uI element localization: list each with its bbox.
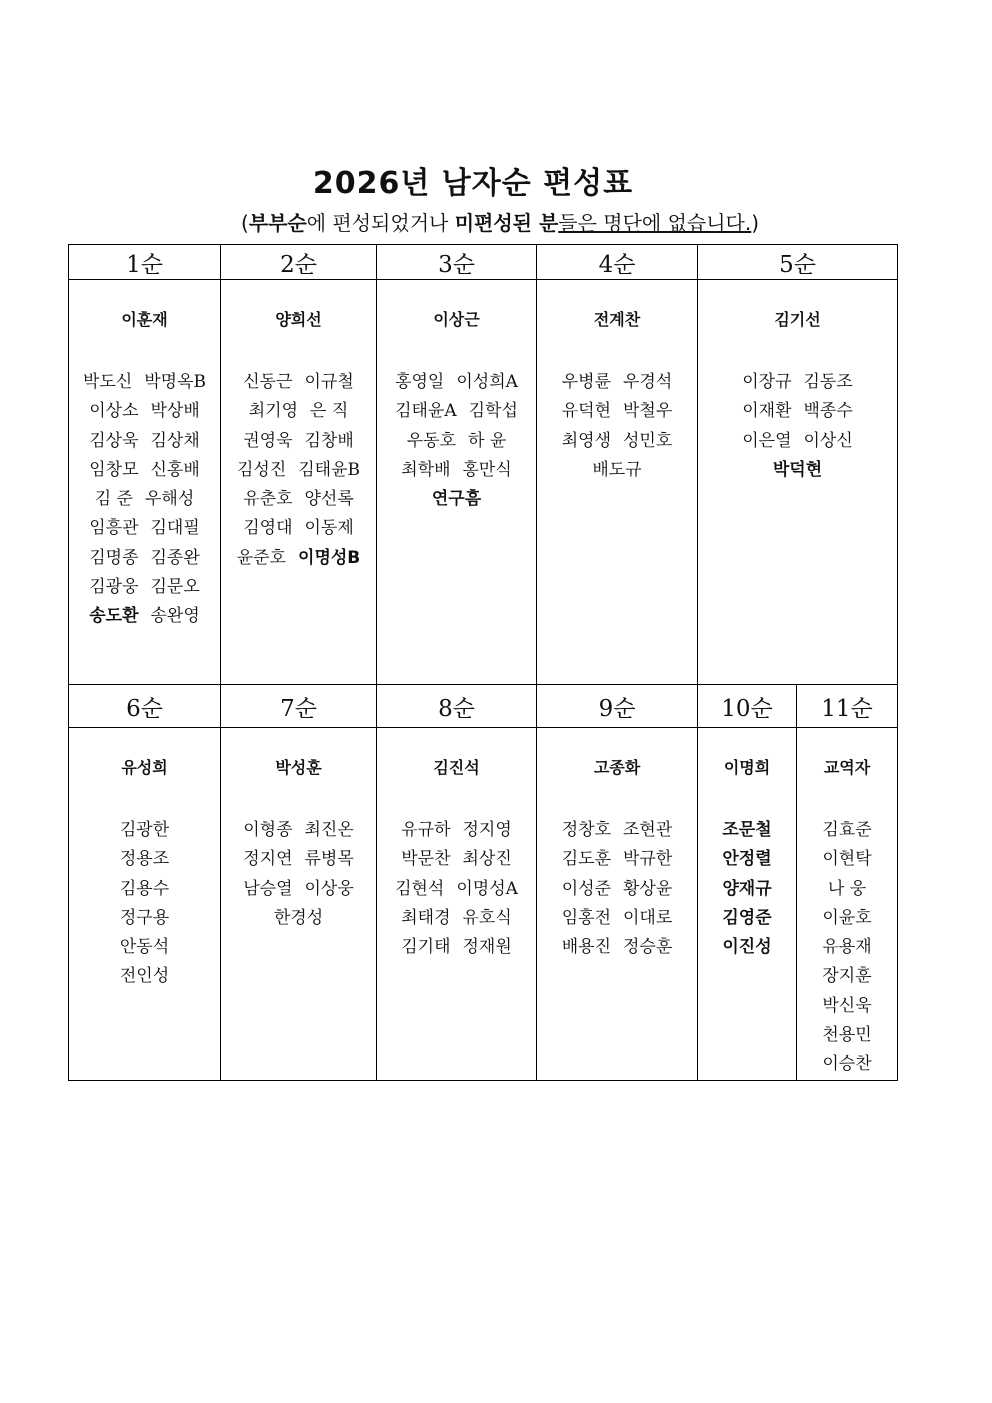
member-row	[698, 845, 796, 874]
subtitle-couple-group: 부부순	[248, 211, 307, 235]
member-name: 배도규	[592, 459, 642, 480]
member-row	[698, 875, 796, 904]
member-name: 김영대	[243, 518, 293, 539]
member-name: 안동석	[119, 937, 170, 958]
member-name: 최학배	[401, 459, 451, 480]
member-row	[797, 933, 897, 962]
group-cell-11	[797, 728, 898, 1081]
member-name: 김명종	[89, 547, 139, 568]
group-leader: 박성훈	[275, 758, 322, 777]
member-list	[221, 816, 376, 933]
member-name: 정승훈	[623, 937, 673, 958]
member-row	[377, 845, 536, 874]
member-name: 성민호	[623, 430, 673, 451]
member-name: 이동제	[304, 518, 354, 539]
member-row	[797, 816, 897, 845]
member-name: 정지영	[462, 820, 512, 840]
member-row	[377, 397, 536, 426]
member-name: 양재규	[722, 878, 772, 899]
member-row	[221, 456, 376, 485]
member-name: 이성준	[561, 878, 611, 899]
member-row	[377, 904, 536, 933]
member-row	[69, 397, 220, 426]
member-name: 김태윤B	[298, 459, 361, 480]
member-row	[221, 875, 376, 904]
member-name: 이현탁	[822, 849, 872, 870]
member-list	[69, 368, 220, 632]
member-name: 정창호	[561, 820, 611, 840]
group-header-10: 10순	[698, 685, 797, 728]
subtitle-unassigned: 미편성된 분	[454, 211, 559, 235]
subtitle-open: (	[240, 211, 249, 235]
member-row	[69, 427, 220, 456]
group-leader: 교역자	[823, 758, 871, 777]
member-name: 조현관	[623, 820, 673, 840]
member-name: 황상윤	[623, 878, 673, 899]
group-leader: 김진석	[433, 758, 480, 777]
member-row	[698, 816, 796, 845]
member-row	[797, 992, 897, 1021]
member-name: 김성진	[236, 459, 287, 480]
member-row	[221, 816, 376, 845]
member-name: 김현석	[395, 878, 445, 899]
member-name: 정구용	[119, 907, 170, 928]
group-header-1: 1순	[69, 245, 221, 280]
member-row	[377, 485, 536, 514]
member-name: 우동호	[406, 430, 457, 451]
member-name: 임흥관	[89, 518, 139, 539]
member-name: 송완영	[150, 606, 200, 627]
group-header-11: 11순	[797, 685, 898, 728]
member-name: 배용진	[561, 937, 611, 958]
member-name: 홍영일	[395, 372, 445, 392]
member-row	[377, 816, 536, 845]
group-leader: 양희선	[275, 310, 322, 329]
member-name: 김학섭	[468, 401, 518, 422]
member-list	[69, 816, 220, 992]
member-row	[69, 904, 220, 933]
group-header-4: 4순	[537, 245, 698, 280]
member-row	[537, 397, 697, 426]
member-name: 박명옥B	[144, 372, 207, 392]
member-row	[698, 397, 897, 426]
member-name: 박상배	[150, 401, 200, 422]
member-name: 유춘호	[243, 489, 293, 510]
member-name: 한경성	[273, 907, 324, 928]
member-name: 이상웅	[304, 878, 354, 899]
member-name: 김종완	[150, 547, 200, 568]
group-header-2: 2순	[221, 245, 377, 280]
member-row	[69, 485, 220, 514]
member-name: 김태윤A	[395, 401, 457, 422]
group-leader: 김기선	[774, 310, 821, 329]
group-header-8: 8순	[377, 685, 537, 728]
member-row	[69, 816, 220, 845]
member-name: 이상신	[803, 430, 853, 451]
member-name: 박규한	[623, 849, 673, 870]
member-list	[377, 368, 536, 514]
member-name: 최기영	[248, 401, 299, 422]
member-name: 유용재	[822, 937, 872, 958]
member-name: 임창모	[89, 459, 139, 480]
member-name: 이성희A	[456, 372, 518, 392]
group-header-3: 3순	[377, 245, 537, 280]
member-name: 이명성B	[298, 547, 361, 568]
group-cell-9	[537, 728, 698, 1081]
member-name: 김상욱	[89, 430, 139, 451]
member-name: 최상진	[462, 849, 512, 870]
member-name: 조문철	[722, 820, 772, 840]
member-row	[69, 573, 220, 602]
member-list	[537, 816, 697, 962]
header-row-top	[69, 245, 898, 280]
member-name: 최태경	[401, 907, 451, 928]
member-name: 박문찬	[401, 849, 451, 870]
member-row	[221, 368, 376, 397]
member-row	[69, 602, 220, 631]
member-name: 이대로	[623, 907, 673, 928]
member-row	[537, 368, 697, 397]
member-row	[797, 875, 897, 904]
member-name: 김상채	[150, 430, 200, 451]
member-row	[221, 485, 376, 514]
member-name: 김광한	[119, 820, 170, 840]
member-row	[698, 933, 796, 962]
member-row	[69, 845, 220, 874]
member-name: 박신욱	[822, 995, 872, 1016]
member-name: 백종수	[803, 401, 853, 422]
member-row	[221, 397, 376, 426]
member-row	[537, 933, 697, 962]
group-cell-10	[698, 728, 797, 1081]
member-row	[797, 845, 897, 874]
member-name: 이규철	[304, 372, 354, 392]
member-name: 이형종	[243, 820, 293, 840]
member-row	[69, 456, 220, 485]
member-row	[221, 427, 376, 456]
member-name: 박덕현	[772, 459, 823, 480]
member-row	[537, 904, 697, 933]
member-list	[221, 368, 376, 573]
group-header-6: 6순	[69, 685, 221, 728]
member-row	[69, 368, 220, 397]
member-name: 류병목	[304, 849, 354, 870]
member-name: 이장규	[742, 372, 792, 392]
header-row-bottom	[69, 685, 898, 728]
member-name: 은 직	[310, 401, 349, 422]
group-leader: 이명희	[723, 758, 771, 777]
member-name: 안정렬	[722, 849, 772, 870]
member-row	[698, 368, 897, 397]
member-name: 천용민	[822, 1025, 872, 1046]
page-title: 2026년 남자순 편성표	[312, 166, 634, 201]
member-row	[69, 875, 220, 904]
member-row	[797, 1050, 897, 1079]
member-row	[537, 875, 697, 904]
group-cell-4	[537, 280, 698, 685]
member-row	[537, 845, 697, 874]
group-header-9: 9순	[537, 685, 698, 728]
member-name: 유덕현	[561, 401, 611, 422]
group-cell-1	[69, 280, 221, 685]
member-row	[698, 904, 796, 933]
member-row	[69, 962, 220, 991]
member-name: 권영욱	[243, 430, 293, 451]
subtitle-note	[0, 207, 992, 236]
member-list	[698, 368, 897, 485]
member-name: 우경석	[623, 372, 673, 392]
group-cell-7	[221, 728, 377, 1081]
member-row	[69, 514, 220, 543]
subtitle-close: )	[751, 211, 760, 235]
member-row	[221, 845, 376, 874]
member-name: 이상소	[89, 401, 139, 422]
subtitle-text-2: 들은 명단에 없습니다.	[558, 211, 752, 235]
group-leader: 이훈재	[121, 310, 168, 329]
group-cell-3	[377, 280, 537, 685]
member-name: 박철우	[623, 401, 673, 422]
member-name: 송도환	[89, 606, 139, 627]
member-name: 김효준	[822, 820, 872, 840]
body-row-top	[69, 280, 898, 685]
member-name: 김동조	[803, 372, 853, 392]
member-name: 장지훈	[822, 966, 872, 987]
member-name: 김용수	[119, 878, 170, 899]
member-name: 우병륜	[561, 372, 611, 392]
member-name: 김창배	[304, 430, 354, 451]
member-row	[698, 427, 897, 456]
member-row	[537, 816, 697, 845]
member-row	[69, 933, 220, 962]
group-cell-2	[221, 280, 377, 685]
member-row	[537, 456, 697, 485]
member-row	[797, 1021, 897, 1050]
member-name: 우해성	[144, 489, 195, 510]
member-name: 김기태	[401, 937, 451, 958]
member-name: 박도신	[82, 372, 133, 392]
member-name: 남승열	[243, 878, 293, 899]
member-name: 이은열	[742, 430, 792, 451]
group-header-5: 5순	[698, 245, 898, 280]
member-name: 정재원	[462, 937, 512, 958]
member-name: 윤준호	[236, 547, 287, 568]
member-name: 유규하	[401, 820, 451, 840]
group-leader: 이상근	[433, 310, 480, 329]
member-name: 정용조	[119, 849, 170, 870]
member-name: 이진성	[722, 937, 772, 958]
body-row-bottom	[69, 728, 898, 1081]
group-leader: 유성희	[121, 758, 168, 777]
member-name: 김영준	[722, 907, 772, 928]
member-name: 양선록	[304, 489, 354, 510]
member-name: 정지연	[243, 849, 293, 870]
member-row	[377, 427, 536, 456]
member-list	[377, 816, 536, 962]
member-row	[221, 514, 376, 543]
member-name: 이승찬	[822, 1054, 872, 1075]
member-row	[377, 368, 536, 397]
member-row	[69, 544, 220, 573]
member-name: 김대필	[150, 518, 200, 539]
member-row	[698, 456, 897, 485]
member-row	[537, 427, 697, 456]
group-cell-5	[698, 280, 898, 685]
member-name: 유호식	[462, 907, 512, 928]
member-name: 홍만식	[462, 459, 512, 480]
member-name: 임홍전	[561, 907, 611, 928]
member-list	[537, 368, 697, 485]
member-row	[221, 544, 376, 573]
member-row	[221, 904, 376, 933]
member-name: 김광웅	[89, 577, 139, 598]
member-name: 김도훈	[561, 849, 611, 870]
member-name: 최영생	[561, 430, 611, 451]
member-name: 전인성	[119, 966, 170, 987]
member-name: 김문오	[150, 577, 200, 598]
member-name: 나 웅	[827, 878, 867, 899]
member-name: 신동근	[243, 372, 293, 392]
group-leader: 고종화	[593, 758, 641, 777]
roster-table	[68, 244, 898, 1081]
member-list	[698, 816, 796, 962]
group-cell-6	[69, 728, 221, 1081]
member-row	[377, 933, 536, 962]
subtitle-text-1: 에 편성되었거나	[306, 211, 455, 235]
member-row	[377, 875, 536, 904]
member-name: 연구흠	[431, 489, 482, 510]
member-name: 이윤호	[822, 907, 872, 928]
group-cell-8	[377, 728, 537, 1081]
member-name: 김 준	[94, 489, 133, 510]
group-header-7: 7순	[221, 685, 377, 728]
member-name: 이명성A	[456, 878, 518, 899]
group-leader: 전계찬	[593, 310, 641, 329]
member-list	[797, 816, 897, 1080]
member-name: 최진온	[304, 820, 354, 840]
member-row	[797, 962, 897, 991]
member-name: 신홍배	[150, 459, 200, 480]
member-name: 하 윤	[468, 430, 507, 451]
member-row	[797, 904, 897, 933]
member-name: 이재환	[742, 401, 792, 422]
member-row	[377, 456, 536, 485]
